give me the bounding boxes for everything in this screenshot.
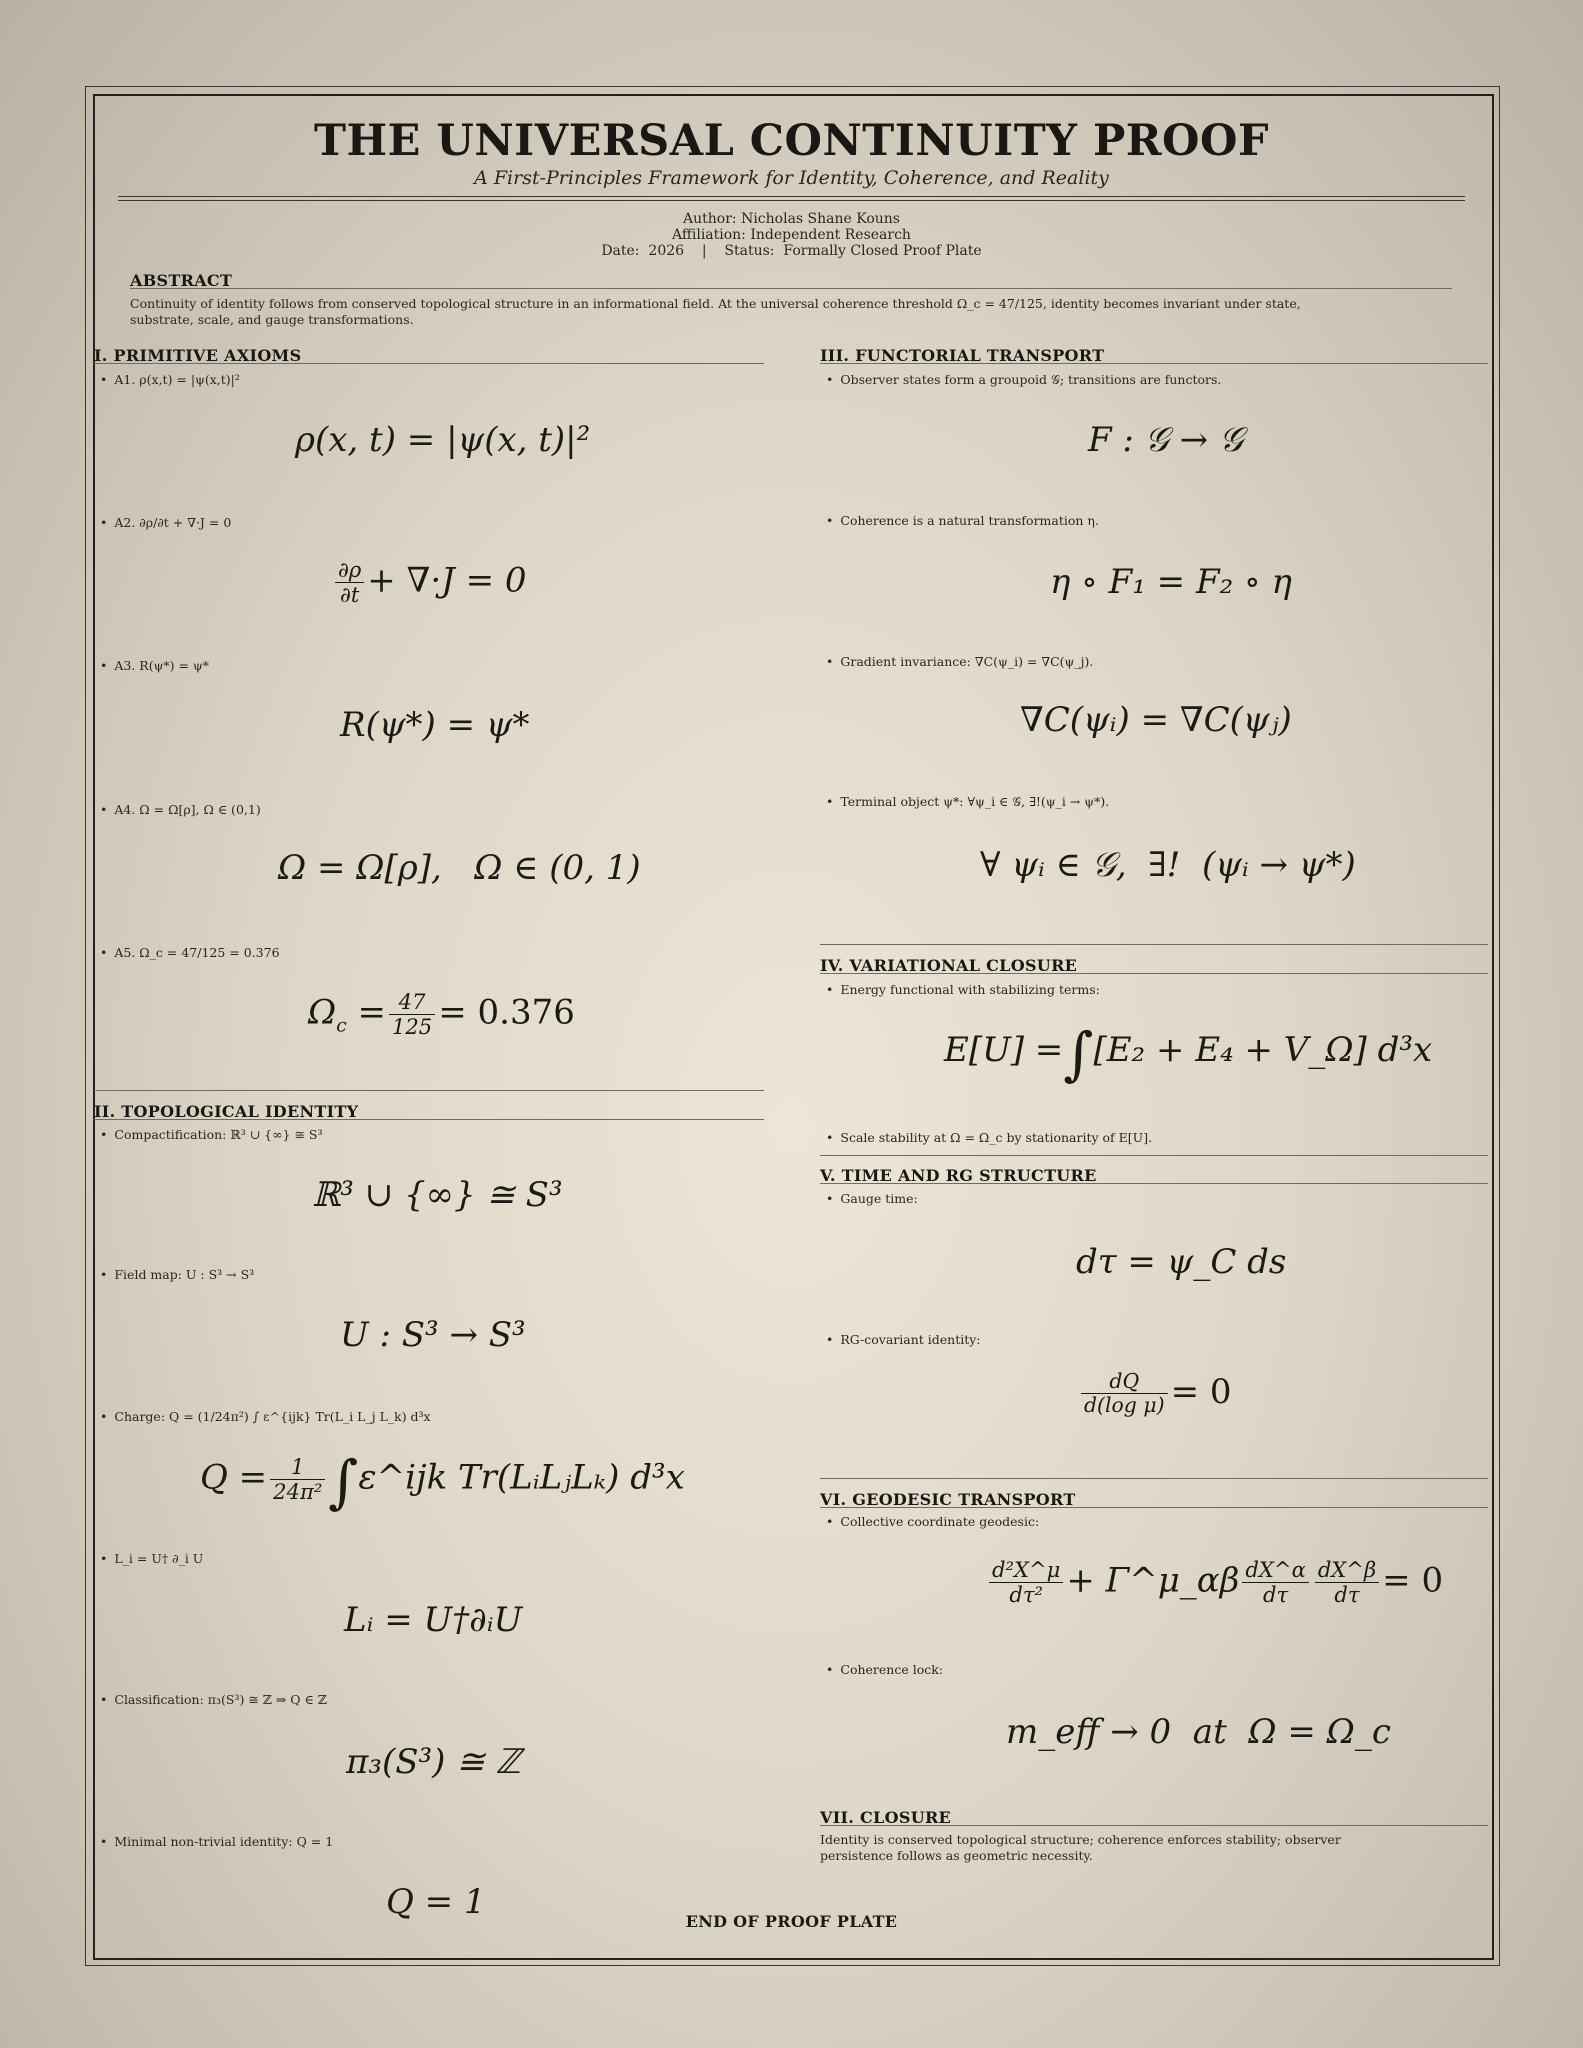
section-3-rule [820, 363, 1488, 364]
section-5-rule [820, 1183, 1488, 1184]
section-4-heading: IV. VARIATIONAL CLOSURE [820, 956, 1078, 975]
inner-border [93, 94, 1494, 1960]
geodesic-f1-label: • Collective coordinate geodesic: [826, 1514, 1039, 1529]
page-subtitle: A First-Principles Framework for Identity, Coherence, and Reality [474, 167, 1109, 189]
equation-e2: $\frac{dQ}{\text{d(log μ)}}$ = 0 [1078, 1370, 1232, 1418]
equation-c2: η ∘ F₁ = F₂ ∘ η [1050, 562, 1292, 602]
equation-b5: π₃(S³) ≅ ℤ [346, 1742, 521, 1782]
equation-a1: ρ(x, t) = |ψ(x, t)|² [295, 420, 591, 460]
closure-text: Identity is conserved topological structure; coherence enforces stability; observer persistence follows as geometric necessity. [820, 1832, 1341, 1863]
section-7-rule [820, 1825, 1488, 1826]
section-6-top-rule [820, 1478, 1488, 1479]
topology-b6-label: • Minimal non-trivial identity: Q = 1 [100, 1834, 333, 1849]
equation-b4: Lᵢ = U†∂ᵢU [344, 1600, 523, 1640]
page-title: THE UNIVERSAL CONTINUITY PROOF [314, 116, 1269, 166]
equation-b1: ℝ³ ∪ {∞} ≅ S³ [312, 1175, 563, 1215]
section-5-top-rule [820, 1155, 1488, 1156]
equation-d1: E[U] =∫[E₂ + E₄ + V_Ω] d³x [944, 1019, 1433, 1088]
variational-d2-label: • Scale stability at Ω = Ω_c by stationarity of E[U]. [826, 1130, 1152, 1145]
equation-b3: Q = $\frac{1}{\text{24π²}}$ ∫ε^ijk Tr(LᵢLⱼLₖ) d³x [200, 1447, 685, 1516]
topology-b4-label: • L_i = U† ∂_i U [100, 1551, 203, 1566]
affiliation-line: Affiliation: Independent Research [672, 227, 911, 243]
section-3-heading: III. FUNCTORIAL TRANSPORT [820, 346, 1105, 365]
equation-a3: R(ψ*) = ψ* [340, 705, 530, 745]
topology-b1-label: • Compactification: ℝ³ ∪ {∞} ≅ S³ [100, 1127, 323, 1142]
title-divider [118, 196, 1465, 201]
abstract-rule [130, 288, 1452, 289]
topology-b2-label: • Field map: U : S³ → S³ [100, 1267, 254, 1282]
section-2-rule [94, 1119, 764, 1120]
variational-d1-label: • Energy functional with stabilizing terms: [826, 982, 1100, 997]
abstract-text: Continuity of identity follows from conserved topological structure in an informational field. At the universal coherence threshold Ω_c = 47/125, identity becomes invariant under state, substrate, scale, and gauge transformations. [130, 296, 1301, 327]
equation-b6: Q = 1 [386, 1882, 486, 1922]
equation-f2: m_eff → 0 at Ω = Ω_c [1006, 1712, 1391, 1752]
equation-a2: $\frac{\partial\rho}{\partial t}$ + ∇·J = 0 [332, 558, 527, 607]
section-1-rule [94, 363, 764, 364]
equation-e1: dτ = ψ_C ds [1076, 1242, 1287, 1282]
section-4-rule [820, 973, 1488, 974]
section-5-heading: V. TIME AND RG STRUCTURE [820, 1166, 1097, 1185]
equation-b2: U : S³ → S³ [340, 1315, 526, 1355]
equation-a5: $\Omega_c$ = $\frac{47}{125}$ = 0.376 [308, 989, 575, 1040]
axiom-a4-label: • A4. Ω = Ω[ρ], Ω ∈ (0,1) [100, 802, 261, 817]
section-7-heading: VII. CLOSURE [820, 1808, 952, 1827]
abstract-heading: ABSTRACT [130, 271, 233, 290]
equation-a4: Ω = Ω[ρ], Ω ∈ (0, 1) [278, 848, 641, 888]
end-of-plate: END OF PROOF PLATE [685, 1912, 898, 1931]
transport-c2-label: • Coherence is a natural transformation η. [826, 513, 1099, 528]
time-e2-label: • RG-covariant identity: [826, 1332, 981, 1347]
section-2-top-rule [94, 1090, 764, 1091]
axiom-a2-label: • A2. ∂ρ/∂t + ∇·J = 0 [100, 515, 231, 530]
axiom-a3-label: • A3. R(ψ*) = ψ* [100, 658, 209, 673]
equation-f1: $\frac{\text{d²X\textasciicircum{}μ}}{\text{dτ²}}$ + Γ^μ_αβ $\frac{dX\^{}\alpha}{d\tau}$ $\frac{dX\^{}\beta}{d\tau}$ = 0 [986, 1558, 1443, 1607]
equation-c4: ∀ ψᵢ ∈ 𝒢, ∃! (ψᵢ → ψ*) [980, 845, 1356, 885]
date-status-line: Date: 2026 | Status: Formally Closed Proof Plate [601, 243, 982, 259]
section-1-heading: I. PRIMITIVE AXIOMS [94, 346, 302, 365]
axiom-a5-label: • A5. Ω_c = 47/125 = 0.376 [100, 945, 280, 960]
transport-c3-label: • Gradient invariance: ∇C(ψ_i) = ∇C(ψ_j). [826, 654, 1093, 669]
transport-c4-label: • Terminal object ψ*: ∀ψ_i ∈ 𝒢, ∃!(ψ_i → ψ*). [826, 794, 1109, 810]
section-6-heading: VI. GEODESIC TRANSPORT [820, 1490, 1076, 1509]
author-line: Author: Nicholas Shane Kouns [683, 211, 900, 227]
equation-c1: F : 𝒢 → 𝒢 [1088, 420, 1244, 460]
topology-b5-label: • Classification: π₃(S³) ≅ ℤ ⇒ Q ∈ ℤ [100, 1692, 327, 1707]
transport-c1-label: • Observer states form a groupoid 𝒢; transitions are functors. [826, 372, 1221, 388]
equation-c3: ∇C(ψᵢ) = ∇C(ψⱼ) [1020, 700, 1292, 740]
section-2-heading: II. TOPOLOGICAL IDENTITY [94, 1102, 359, 1121]
topology-b3-label: • Charge: Q = (1/24π²) ∫ ε^{ijk} Tr(L_i L_j L_k) d³x [100, 1409, 431, 1424]
section-6-rule [820, 1507, 1488, 1508]
time-e1-label: • Gauge time: [826, 1191, 918, 1206]
axiom-a1-label: • A1. ρ(x,t) = |ψ(x,t)|² [100, 372, 240, 387]
section-4-top-rule [820, 944, 1488, 945]
geodesic-f2-label: • Coherence lock: [826, 1662, 943, 1677]
